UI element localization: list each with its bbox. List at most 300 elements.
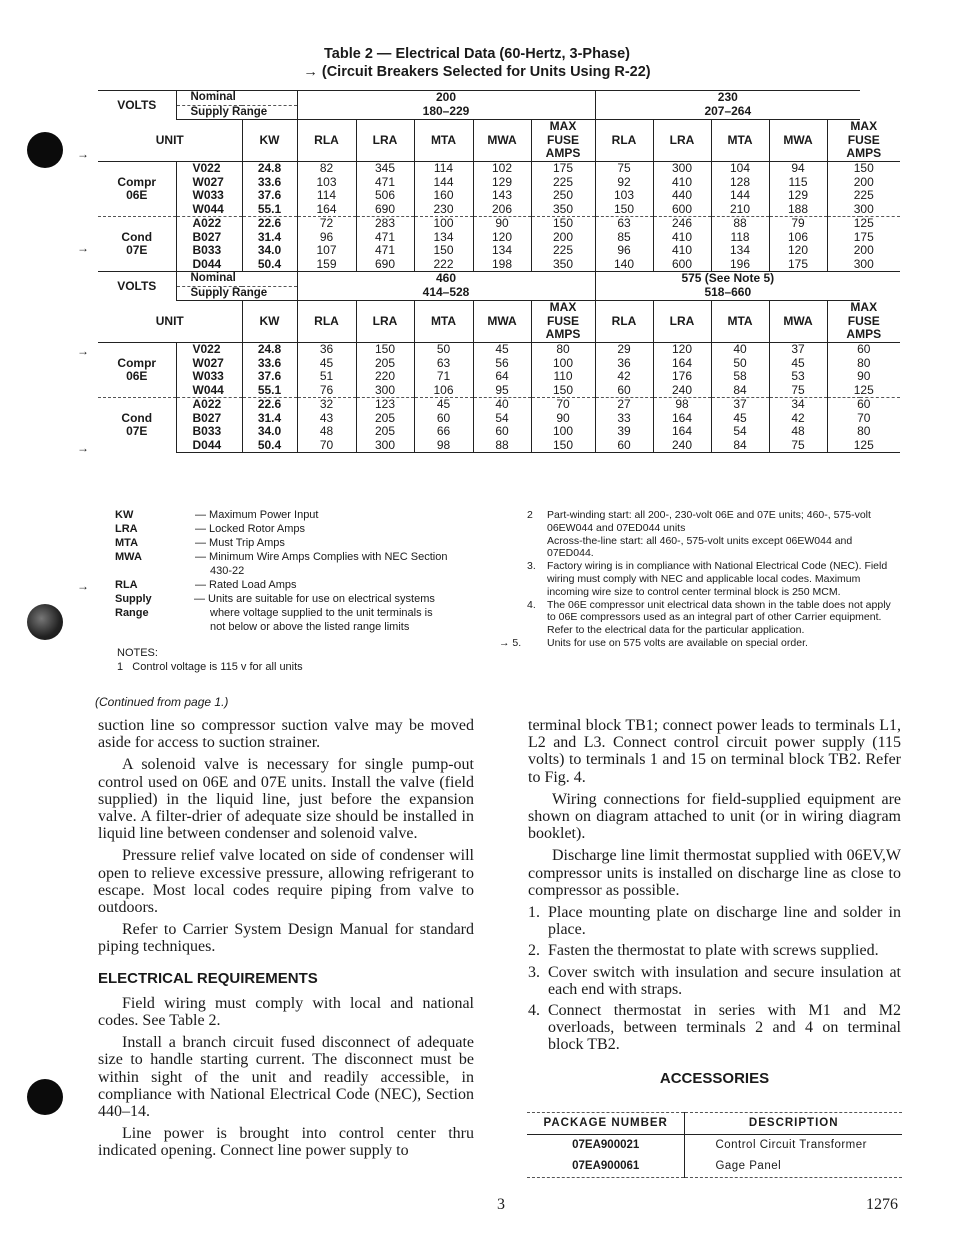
- column-header: MWA: [769, 120, 827, 162]
- nominal-voltage: 200: [297, 91, 595, 106]
- value-cell: 246: [653, 217, 711, 231]
- column-header: RLA: [595, 120, 653, 162]
- column-header: LRA: [356, 120, 414, 162]
- legend-value: — Rated Load Amps: [195, 579, 297, 591]
- legend-key: KW: [115, 509, 134, 521]
- accessories-table: [527, 1112, 902, 1178]
- kw-cell: 50.4: [242, 439, 297, 453]
- value-cell: 58: [711, 370, 769, 384]
- change-arrow-icon: →: [77, 579, 89, 593]
- value-cell: 345: [356, 162, 414, 176]
- value-cell: 200: [853, 174, 874, 189]
- value-cell: 98: [653, 398, 711, 412]
- value-cell: 196: [711, 258, 769, 272]
- value-cell: 175: [853, 229, 874, 244]
- value-cell: 410: [653, 231, 711, 245]
- value-cell: 220: [356, 370, 414, 384]
- step-text: Connect thermostat in series with M1 and M2 overloads, between terminals 2 and 4 on terminal block TB2.: [548, 1002, 901, 1054]
- table-row: [98, 244, 900, 258]
- kw-header: KW: [242, 120, 297, 162]
- model-cell: B033: [176, 425, 242, 439]
- binder-hole: [27, 1079, 63, 1115]
- model-cell: A022: [176, 398, 242, 412]
- value-cell: 164: [653, 357, 711, 371]
- step-text: Place mounting plate on discharge line and solder in place.: [548, 904, 901, 939]
- value-cell: 128: [711, 176, 769, 190]
- value-cell: 75: [769, 439, 827, 453]
- step-number: 4.: [528, 1002, 540, 1020]
- model-cell: W044: [176, 384, 242, 398]
- kw-cell: 31.4: [242, 412, 297, 426]
- section-heading: ACCESSORIES: [659, 1069, 770, 1087]
- value-cell: 225: [531, 176, 595, 190]
- description: Control Circuit Transformer: [715, 1139, 867, 1151]
- continued-note: (Continued from page 1.): [95, 695, 229, 709]
- table-row: [98, 258, 900, 272]
- value-cell: 42: [595, 370, 653, 384]
- value-cell: 104: [711, 162, 769, 176]
- value-cell: 92: [595, 176, 653, 190]
- legend-value: — Minimum Wire Amps Complies with NEC Section: [195, 551, 448, 563]
- value-cell: 64: [473, 370, 531, 384]
- notes-header: NOTES:: [117, 647, 158, 659]
- kw-cell: 34.0: [242, 244, 297, 258]
- nominal-label: Nominal: [176, 91, 297, 106]
- supply-range-value: 518–660: [595, 286, 860, 301]
- supply-range-label: Supply Range: [176, 105, 297, 120]
- table-row: [98, 412, 900, 426]
- description: Gage Panel: [685, 1156, 902, 1178]
- table-row: [98, 217, 900, 231]
- voltage-nominal-row: [98, 91, 900, 106]
- list-item: [528, 964, 901, 998]
- value-cell: 300: [827, 203, 900, 217]
- column-header: LRA: [356, 301, 414, 343]
- table-row: [98, 162, 900, 176]
- value-cell: 140: [595, 258, 653, 272]
- value-cell: 75: [769, 384, 827, 398]
- value-cell: 80: [857, 424, 871, 438]
- value-cell: 66: [414, 425, 473, 439]
- paragraph: suction line so compressor suction valve may be moved aside for access to suction strainer.: [98, 717, 474, 752]
- value-cell: 45: [414, 398, 473, 412]
- value-cell: 63: [595, 217, 653, 231]
- package-number: 07EA900021: [527, 1135, 685, 1157]
- kw-cell: 24.8: [242, 343, 297, 357]
- value-cell: 79: [769, 217, 827, 231]
- list-item: [528, 904, 901, 938]
- value-cell: 114: [414, 162, 473, 176]
- kw-cell: 50.4: [242, 258, 297, 272]
- note-text: Factory wiring is in compliance with National Electrical Code (NEC). Field wiring must comply with NEC and applicable local codes. Maximum incoming wire size to control center terminal block is 250 MCM.: [547, 560, 888, 598]
- value-cell: 225: [531, 244, 595, 258]
- table-row: [98, 384, 900, 398]
- kw-cell: 37.6: [242, 189, 297, 203]
- column-header: RLA: [297, 301, 356, 343]
- model-cell: A022: [176, 217, 242, 231]
- value-cell: 85: [595, 231, 653, 245]
- value-cell: 471: [356, 176, 414, 190]
- value-cell: 48: [297, 425, 356, 439]
- note-item: [527, 599, 897, 637]
- table-row: [98, 398, 900, 412]
- value-cell: 225: [853, 188, 874, 202]
- value-cell: 84: [711, 384, 769, 398]
- package-number: 07EA900061: [527, 1156, 685, 1178]
- nominal-voltage: 575 (See Note 5): [595, 272, 860, 287]
- value-cell: 125: [827, 384, 900, 398]
- value-cell: 103: [595, 189, 653, 203]
- legend-value: — Units are suitable for use on electrical systems: [194, 593, 435, 605]
- legend-value: where voltage supplied to the unit terminals is: [210, 607, 433, 619]
- supply-range-value: 207–264: [595, 105, 860, 120]
- value-cell: 40: [473, 398, 531, 412]
- value-cell: 600: [653, 258, 711, 272]
- value-cell: 70: [531, 398, 595, 412]
- right-column: [528, 717, 901, 1095]
- step-number: 1.: [528, 904, 540, 922]
- value-cell: 164: [653, 412, 711, 426]
- value-cell: 96: [297, 231, 356, 245]
- value-cell: 110: [531, 370, 595, 384]
- model-cell: B027: [176, 231, 242, 245]
- value-cell: 60: [414, 412, 473, 426]
- value-cell: 350: [531, 203, 595, 217]
- step-number: 2.: [528, 942, 540, 960]
- value-cell: 150: [414, 244, 473, 258]
- legend-value: not below or above the listed range limits: [210, 621, 410, 633]
- kw-cell: 22.6: [242, 398, 297, 412]
- value-cell: 690: [356, 203, 414, 217]
- value-cell: 33: [595, 412, 653, 426]
- value-cell: 106: [769, 231, 827, 245]
- kw-cell: 22.6: [242, 217, 297, 231]
- legend-value: — Must Trip Amps: [195, 537, 285, 549]
- change-arrow-icon: →: [77, 147, 89, 161]
- column-header: DESCRIPTION: [685, 1113, 902, 1135]
- nominal-voltage: 460: [297, 272, 595, 287]
- value-cell: 134: [414, 231, 473, 245]
- nominal-voltage: 230: [595, 91, 860, 106]
- paragraph: Line power is brought into control center thru indicated opening. Connect line power supply to: [98, 1125, 474, 1160]
- step-text: Cover switch with insulation and secure insulation at each end with straps.: [548, 963, 901, 998]
- value-cell: 600: [653, 203, 711, 217]
- value-cell: 160: [414, 189, 473, 203]
- paragraph: Install a branch circuit fused disconnect of adequate size to handle starting current. The disconnect must be within sight of the unit and readily accessible, in compliance with National Electrical Code (NEC), Section 440–14.: [98, 1034, 474, 1121]
- value-cell: 42: [769, 412, 827, 426]
- value-cell: 205: [356, 357, 414, 371]
- value-cell: 205: [356, 412, 414, 426]
- value-cell: 120: [473, 231, 531, 245]
- model-cell: D044: [176, 439, 242, 453]
- table-subtitle: → (Circuit Breakers Selected for Units Using R-22): [303, 64, 651, 80]
- value-cell: 71: [414, 370, 473, 384]
- value-cell: 37: [711, 398, 769, 412]
- unit-group-label: Compr 06E: [98, 343, 176, 398]
- list-item: [528, 1002, 901, 1054]
- value-cell: 94: [769, 162, 827, 176]
- value-cell: 90: [531, 412, 595, 426]
- legend-key: RLA: [115, 579, 138, 591]
- model-cell: V022: [176, 343, 242, 357]
- value-cell: 60: [595, 439, 653, 453]
- step-number: 3.: [528, 963, 540, 981]
- left-column: [98, 717, 474, 1165]
- value-cell: 150: [356, 343, 414, 357]
- value-cell: 102: [473, 162, 531, 176]
- electrical-data-table: [98, 90, 900, 453]
- value-cell: 90: [857, 369, 871, 383]
- value-cell: 70: [297, 439, 356, 453]
- paragraph: Wiring connections for field-supplied equipment are shown on diagram attached to unit (or in wiring diagram booklet).: [528, 790, 901, 843]
- table-row: [98, 203, 900, 217]
- legend-key: LRA: [115, 523, 138, 535]
- voltage-nominal-row: [98, 272, 900, 287]
- column-header: PACKAGE NUMBER: [527, 1113, 685, 1135]
- value-cell: 164: [297, 203, 356, 217]
- value-cell: 80: [531, 343, 595, 357]
- binder-hole: [27, 604, 63, 640]
- model-cell: B027: [176, 412, 242, 426]
- binder-hole: [27, 132, 63, 168]
- legend-value: — Maximum Power Input: [195, 509, 319, 521]
- value-cell: 53: [769, 370, 827, 384]
- model-cell: W044: [176, 203, 242, 217]
- value-cell: 107: [297, 244, 356, 258]
- value-cell: 114: [297, 189, 356, 203]
- column-header: MAX FUSE AMPS: [531, 301, 595, 343]
- paragraph: Field wiring must comply with local and national codes. See Table 2.: [98, 994, 474, 1030]
- value-cell: 60: [473, 425, 531, 439]
- paragraph: A solenoid valve is necessary for single pump-out control used on 06E and 07E units. Install the valve (field supplied) in the liquid line, just before the expansion valve. A filter-drier of adequate size should be installed in liquid line between condenser and solenoid valve.: [98, 756, 474, 843]
- column-header: MTA: [414, 120, 473, 162]
- value-cell: 205: [356, 425, 414, 439]
- value-cell: 39: [595, 425, 653, 439]
- table-row: [98, 189, 900, 203]
- value-cell: 48: [769, 425, 827, 439]
- value-cell: 144: [711, 189, 769, 203]
- value-cell: 125: [853, 216, 874, 230]
- value-cell: 200: [853, 243, 874, 257]
- kw-header: KW: [242, 301, 297, 343]
- value-cell: 60: [595, 384, 653, 398]
- value-cell: 150: [595, 203, 653, 217]
- value-cell: 440: [653, 189, 711, 203]
- value-cell: 50: [414, 343, 473, 357]
- kw-cell: 37.6: [242, 370, 297, 384]
- value-cell: 150: [531, 439, 595, 453]
- value-cell: 36: [595, 357, 653, 371]
- change-arrow-icon: →: [77, 344, 89, 358]
- value-cell: 63: [414, 357, 473, 371]
- value-cell: 37: [769, 343, 827, 357]
- value-cell: 70: [857, 410, 871, 425]
- paragraph: Pressure relief valve located on side of condenser will open to relieve excessive pressure, allowing refrigerant to escape. Most local codes require piping from valve to outdoors.: [98, 847, 474, 917]
- value-cell: 283: [356, 217, 414, 231]
- value-cell: 300: [356, 384, 414, 398]
- value-cell: 690: [356, 258, 414, 272]
- unit-header: UNIT: [98, 301, 242, 343]
- value-cell: 100: [531, 357, 595, 371]
- list-item: [528, 942, 901, 959]
- value-cell: 300: [827, 258, 900, 272]
- note-text: Part-winding start: all 200-, 230-volt 06E and 07E units; 460-, 575-volt 06EW044 and 07ED044 units: [547, 509, 871, 534]
- value-cell: 100: [414, 217, 473, 231]
- value-cell: 90: [473, 217, 531, 231]
- value-cell: 143: [473, 189, 531, 203]
- legend-value: — Locked Rotor Amps: [195, 523, 306, 535]
- document-code: 1276: [866, 1196, 898, 1213]
- note-item: [499, 636, 897, 650]
- value-cell: 88: [711, 217, 769, 231]
- value-cell: 27: [595, 398, 653, 412]
- nominal-label: Nominal: [176, 272, 297, 287]
- value-cell: 240: [653, 384, 711, 398]
- note-item: [527, 509, 897, 535]
- table-row: [98, 231, 900, 245]
- table-row: [98, 439, 900, 453]
- value-cell: 45: [473, 343, 531, 357]
- value-cell: 60: [857, 397, 871, 411]
- kw-cell: 55.1: [242, 384, 297, 398]
- notes-right: [499, 509, 897, 650]
- kw-cell: 33.6: [242, 176, 297, 190]
- value-cell: 125: [827, 439, 900, 453]
- value-cell: 175: [531, 162, 595, 176]
- model-cell: W033: [176, 189, 242, 203]
- value-cell: 506: [356, 189, 414, 203]
- value-cell: 115: [769, 176, 827, 190]
- value-cell: 188: [769, 203, 827, 217]
- value-cell: 72: [297, 217, 356, 231]
- value-cell: 50: [711, 357, 769, 371]
- note-number: → 5.: [499, 636, 522, 649]
- value-cell: 150: [531, 384, 595, 398]
- value-cell: 80: [857, 355, 871, 370]
- value-cell: 75: [595, 162, 653, 176]
- value-cell: 471: [356, 244, 414, 258]
- model-cell: W027: [176, 176, 242, 190]
- value-cell: 471: [356, 231, 414, 245]
- value-cell: 200: [531, 231, 595, 245]
- paragraph: Refer to Carrier System Design Manual for standard piping techniques.: [98, 921, 474, 956]
- table-row: [527, 1135, 902, 1157]
- value-cell: 103: [297, 176, 356, 190]
- table-row: [98, 425, 900, 439]
- model-cell: W027: [176, 357, 242, 371]
- value-cell: 210: [711, 203, 769, 217]
- value-cell: 60: [857, 342, 871, 356]
- table-row: [98, 370, 900, 384]
- table-row: [98, 357, 900, 371]
- note-number: 3.: [527, 560, 536, 573]
- kw-cell: 55.1: [242, 203, 297, 217]
- kw-cell: 31.4: [242, 231, 297, 245]
- volts-label: VOLTS: [98, 272, 176, 301]
- supply-range-label: Supply Range: [176, 286, 297, 301]
- unit-group-label: Compr 06E: [98, 162, 176, 217]
- value-cell: 106: [414, 384, 473, 398]
- value-cell: 206: [473, 203, 531, 217]
- value-cell: 250: [531, 189, 595, 203]
- value-cell: 198: [473, 258, 531, 272]
- value-cell: 134: [711, 244, 769, 258]
- legend-key: MWA: [115, 551, 142, 563]
- note-item: [527, 560, 897, 598]
- value-cell: 129: [769, 189, 827, 203]
- value-cell: 134: [473, 244, 531, 258]
- unit-header: UNIT: [98, 120, 242, 162]
- column-header: MAX FUSE AMPS: [827, 120, 900, 162]
- model-cell: V022: [176, 162, 242, 176]
- value-cell: 45: [769, 357, 827, 371]
- value-cell: 95: [473, 384, 531, 398]
- value-cell: 32: [297, 398, 356, 412]
- value-cell: 54: [473, 412, 531, 426]
- value-cell: 100: [531, 425, 595, 439]
- column-header-row: [98, 301, 900, 343]
- value-cell: 45: [297, 357, 356, 371]
- table-title: Table 2 — Electrical Data (60-Hertz, 3-Phase): [324, 46, 630, 62]
- value-cell: 45: [711, 412, 769, 426]
- note-text: Units for use on 575 volts are available on special order.: [547, 636, 808, 649]
- paragraph: Discharge line limit thermostat supplied with 06EV,W compressor units is installed on discharge line as close to compressor as possible.: [528, 847, 901, 899]
- legend-value: 430-22: [210, 565, 245, 577]
- column-header-row: [98, 120, 900, 162]
- column-header: MTA: [711, 301, 769, 343]
- column-header: RLA: [595, 301, 653, 343]
- value-cell: 54: [711, 425, 769, 439]
- note-text: Across-the-line start: all 460-, 575-volt units except 06EW044 and 07ED044.: [547, 534, 853, 560]
- column-header: MWA: [473, 120, 531, 162]
- step-text: Fasten the thermostat to plate with screws supplied.: [548, 942, 879, 960]
- table-row: [98, 176, 900, 190]
- supply-range-row: [98, 286, 900, 301]
- value-cell: 56: [473, 357, 531, 371]
- column-header: LRA: [653, 120, 711, 162]
- note-item: [527, 535, 897, 561]
- column-header: RLA: [297, 120, 356, 162]
- value-cell: 123: [356, 398, 414, 412]
- value-cell: 164: [653, 425, 711, 439]
- value-cell: 150: [531, 217, 595, 231]
- volts-label: VOLTS: [98, 91, 176, 120]
- value-cell: 76: [297, 384, 356, 398]
- value-cell: 230: [414, 203, 473, 217]
- column-header: MWA: [769, 301, 827, 343]
- column-header: MAX FUSE AMPS: [531, 120, 595, 162]
- value-cell: 96: [595, 244, 653, 258]
- value-cell: 51: [297, 370, 356, 384]
- value-cell: 150: [853, 161, 874, 175]
- kw-cell: 24.8: [242, 162, 297, 176]
- value-cell: 84: [711, 439, 769, 453]
- value-cell: 98: [414, 439, 473, 453]
- notes-left: [117, 646, 303, 674]
- change-arrow-icon: →: [77, 441, 89, 455]
- value-cell: 350: [531, 258, 595, 272]
- value-cell: 120: [769, 244, 827, 258]
- section-heading: ELECTRICAL REQUIREMENTS: [98, 969, 318, 987]
- value-cell: 222: [414, 258, 473, 272]
- column-header: LRA: [653, 301, 711, 343]
- column-header: MTA: [414, 301, 473, 343]
- note-text: The 06E compressor unit electrical data shown in the table does not apply to 06E compressors used as an integral part of other Carrier equipment. Refer to the electrical data for the particular application.: [547, 598, 891, 637]
- note-number: 2: [527, 509, 533, 521]
- value-cell: 240: [653, 439, 711, 453]
- column-header: MAX FUSE AMPS: [827, 301, 900, 343]
- legend-key: MTA: [115, 537, 139, 549]
